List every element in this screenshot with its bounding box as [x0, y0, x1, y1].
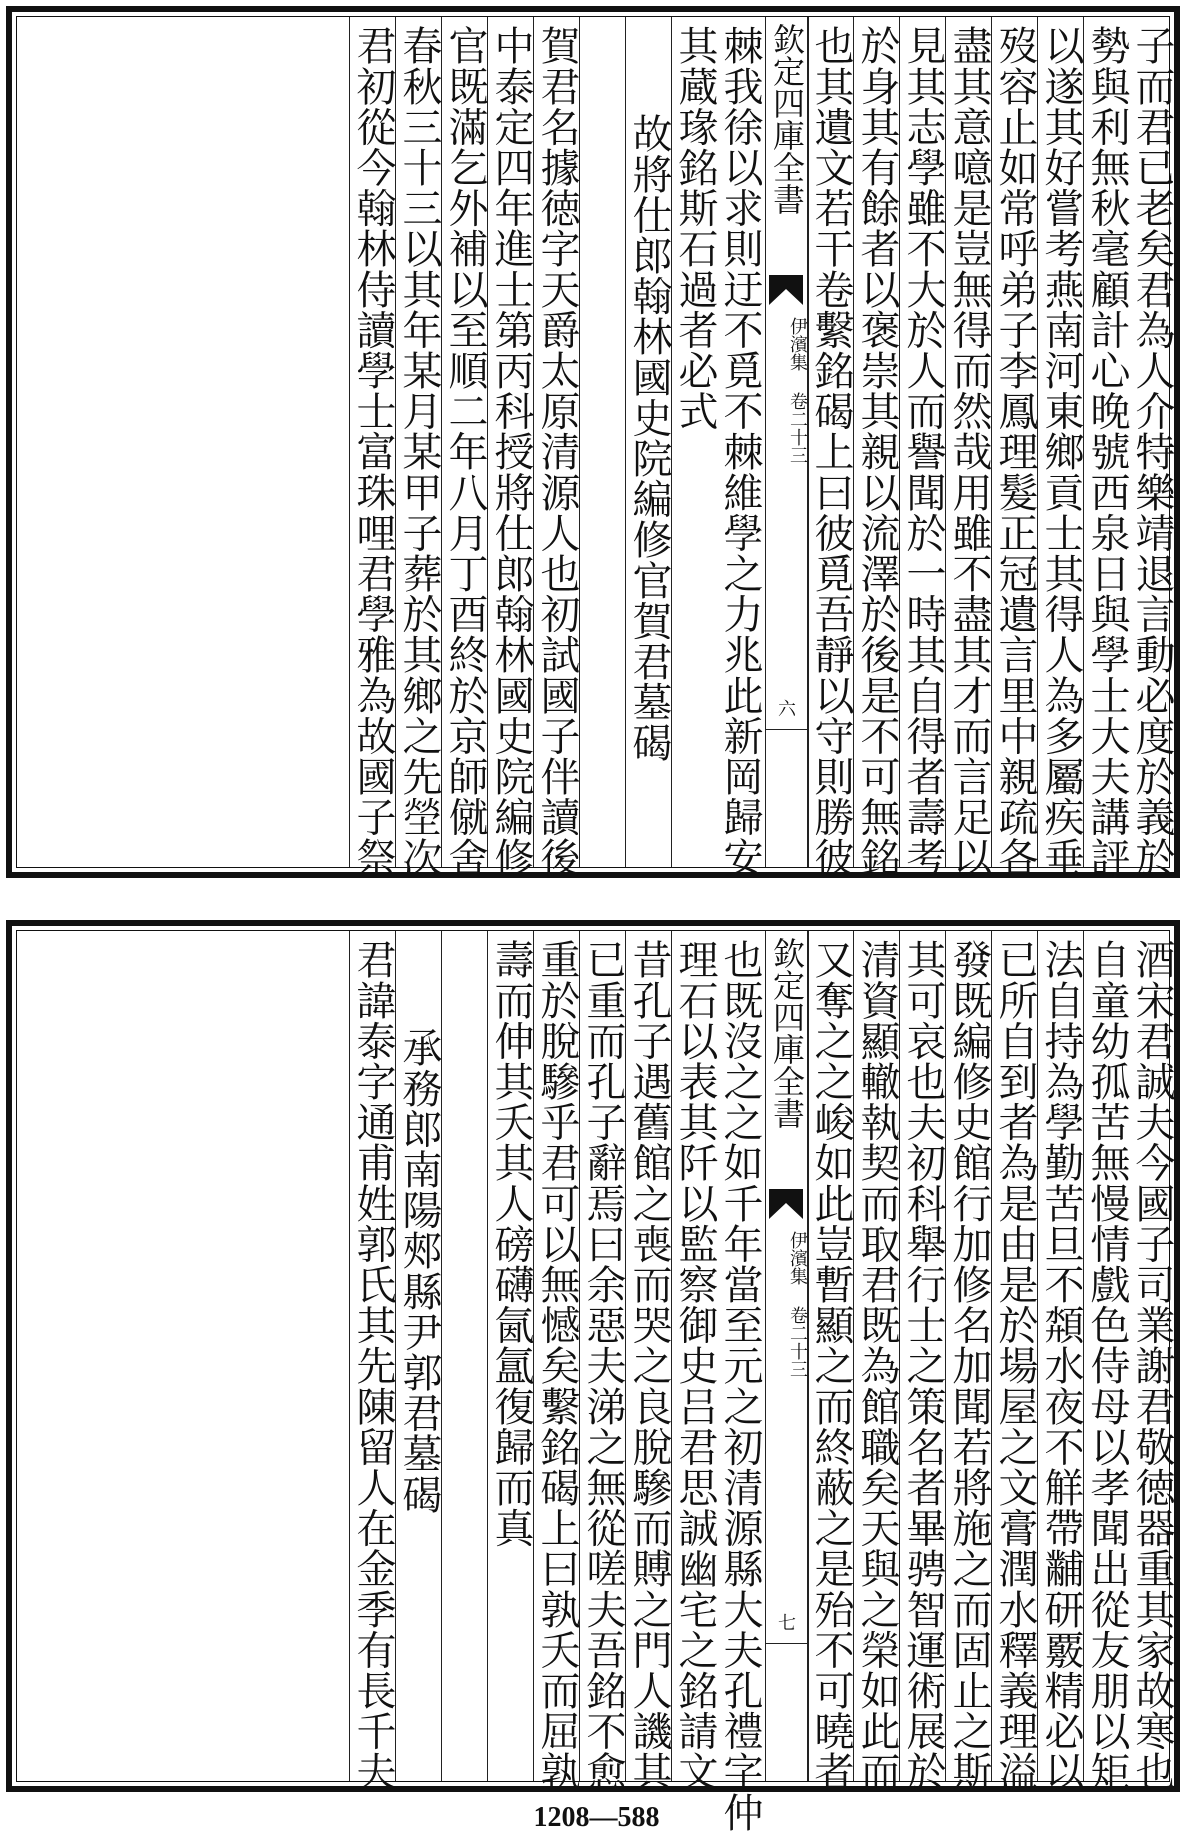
text-column: 也既沒之之如千年當至元之初清源縣大夫孔禮字仲	[717, 939, 763, 1833]
blank-column	[441, 931, 488, 1781]
text-column: 於身其有餘者以褒崇其親以流澤於後是不可無銘	[853, 17, 900, 867]
volume-label: 伊濱集 卷二十三	[787, 1231, 808, 1378]
volume-label: 伊濱集 卷二十三	[787, 317, 808, 464]
page-footer-number: 1208—588	[533, 1802, 660, 1833]
text-column: 也其遺文若干卷繫銘碣上曰彼覓吾靜以守則勝彼	[807, 17, 854, 867]
book-title: 欽定四庫全書	[768, 23, 806, 215]
text-column: 酒宋君誠夫今國子司業謝君敬徳器重其家故寒也	[1129, 939, 1175, 1792]
text-column: 以遂其好嘗考燕南河東鄉貢士其得人為多屬疾垂	[1037, 17, 1084, 867]
text-column: 歿容止如常呼弟子李鳳理髮正冠遺言里中親疏各	[991, 17, 1038, 867]
text-column: 又奪之之峻如此豈暫顯之而終蔽之是殆不可曉者	[807, 931, 854, 1781]
book-title: 欽定四庫全書	[768, 937, 806, 1129]
text-column: 君諱泰字通甫姓郭氏其先陳留人在金季有長千夫	[349, 931, 396, 1781]
center-fold	[765, 17, 809, 867]
heading-column: 故將仕郎翰林國史院編修官賀君墓碣	[625, 17, 672, 867]
text-column: 盡其意噫是豈無得而然哉用雖不盡其才而言足以	[945, 17, 992, 867]
text-column: 中泰定四年進士第丙科授將仕郎翰林國史院編修	[487, 17, 534, 867]
center-fold	[765, 931, 809, 1781]
page-number: 六	[778, 699, 796, 720]
text-column: 春秋三十三以其年某月某甲子葬於其鄉之先塋次	[395, 17, 442, 867]
text-column: 自童幼孤苦無慢情戲色侍母以孝聞出從友朋以矩	[1083, 931, 1130, 1781]
text-column: 賀君名據徳字天爵太原清源人也初試國子伴讀後	[533, 17, 580, 867]
text-column: 其可哀也夫初科舉行士之策名者畢骋智運術展於	[899, 931, 946, 1781]
text-column: 子而君已老矣君為人介特樂靖退言動必度於義於	[1129, 25, 1175, 878]
fish-tail-mark-icon	[769, 275, 803, 305]
text-column: 清資顯轍執契而取君既為館職矣天與之榮如此而	[853, 931, 900, 1781]
page-top-frame	[16, 16, 1175, 878]
heading-column: 承務郎南陽郟縣尹郭君墓碣	[395, 931, 442, 1781]
text-column: 已重而孔子辭焉曰余惡夫涕之無從嗟夫吾銘不愈	[579, 931, 626, 1781]
divider	[766, 729, 808, 730]
text-column: 官既滿乞外補以至順二年八月丁酉終於京師僦舍	[441, 17, 488, 867]
text-column: 法自持為學勤苦旦不頮水夜不觧帶黼研覈精必以	[1037, 931, 1084, 1781]
divider	[766, 1643, 808, 1644]
text-column: 君初從今翰林侍讀學士富珠哩君學雅為故國子祭	[349, 17, 396, 867]
text-column: 其蔵瑑銘斯石過者必式	[671, 17, 718, 867]
text-column: 重於脫驂乎君可以無憾矣繫銘碣上曰孰夭而屈孰	[533, 931, 580, 1781]
text-column: 發既編修史館行加修名加聞若將施之而固止之斯	[945, 931, 992, 1781]
blank-column	[579, 17, 626, 867]
fish-tail-mark-icon	[769, 1189, 803, 1219]
text-column: 見其志學雖不大於人而譽聞於一時其自得者壽考	[899, 17, 946, 867]
text-column: 理石以表其阡以監察御史吕君思誠幽宅之銘請文	[671, 931, 718, 1781]
page-top	[6, 6, 1180, 878]
page-number: 七	[778, 1613, 796, 1634]
text-column: 勢與利無秋毫顧計心晚號西泉日與學士大夫講評	[1083, 17, 1130, 867]
text-column: 已所自到者為是由是於場屋之文膏潤水釋義理溢	[991, 931, 1038, 1781]
text-column: 昔孔子遇舊館之喪而哭之良脫驂而賻之門人譏其	[625, 931, 672, 1781]
text-column: 棘我徐以求則迂不覓不棘維學之力兆此新岡歸安	[717, 25, 763, 878]
text-column: 壽而伸其夭其人磅礴氤氲復歸而真	[487, 931, 534, 1781]
